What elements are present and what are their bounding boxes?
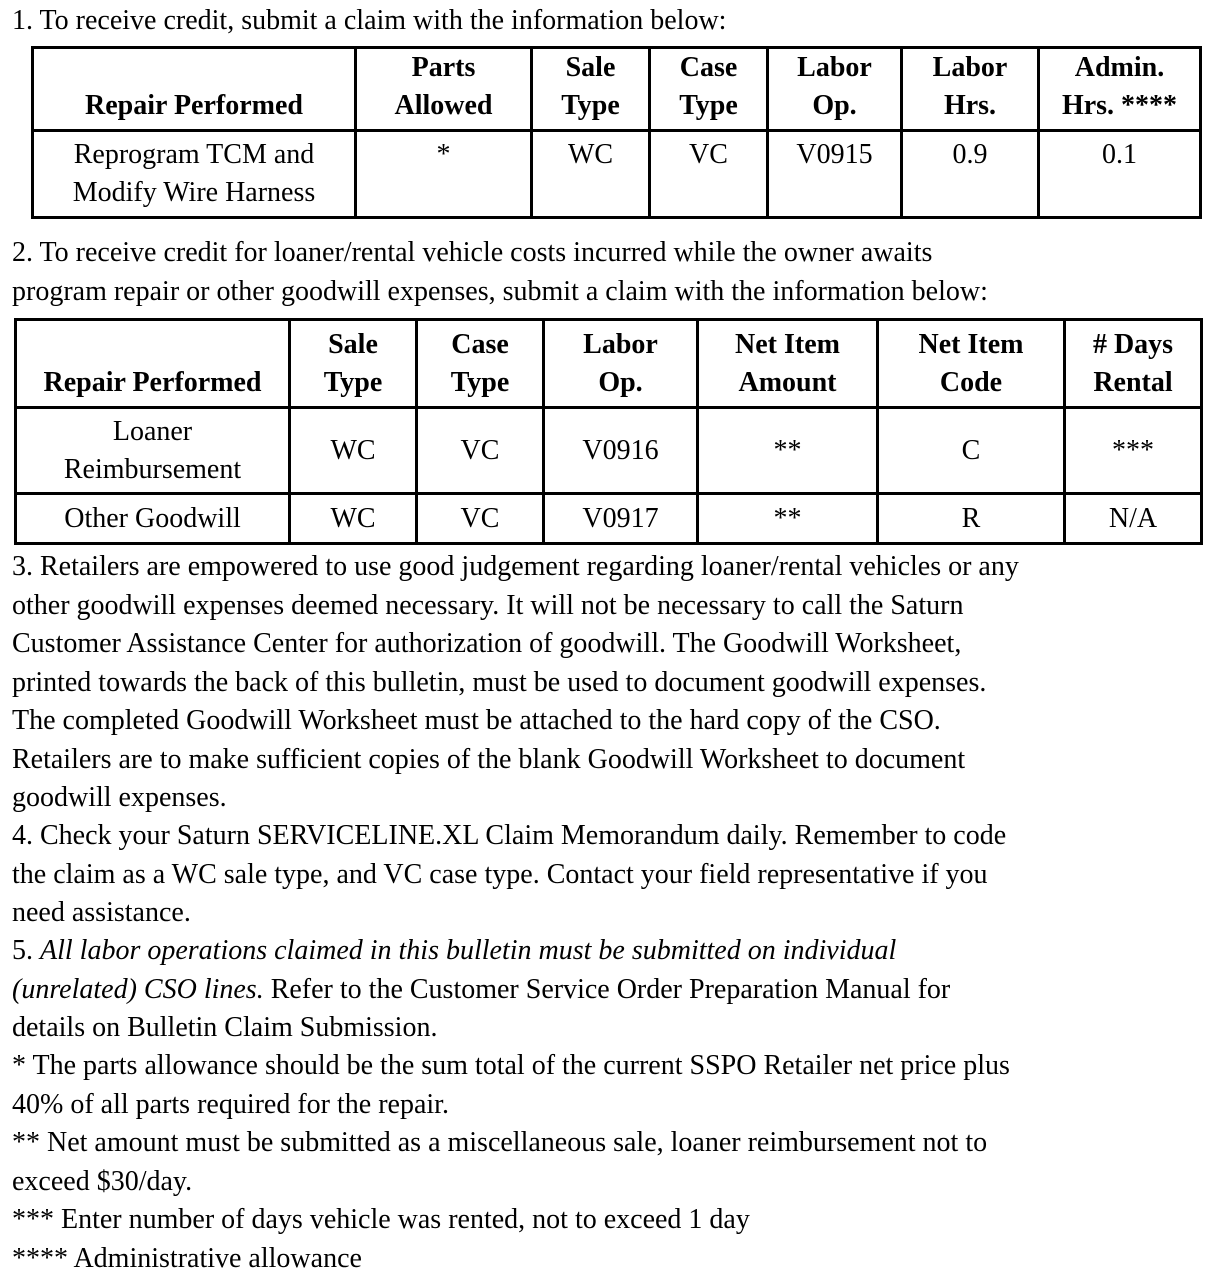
header-label: Type (323, 367, 383, 398)
cell-days-rental: N/A (1065, 494, 1202, 544)
section-3-paragraph (12, 548, 1019, 818)
header-label: Parts (411, 52, 476, 83)
header-label: Labor (583, 329, 658, 360)
header-net-item-amount (698, 320, 878, 408)
cell-sale-type: WC (290, 408, 417, 494)
cell-sale-type: WC (532, 131, 650, 218)
cell-labor-op: V0916 (544, 408, 698, 494)
header-label: Repair Performed (43, 367, 262, 398)
paragraph-line: 4. Check your Saturn SERVICELINE.XL Claim Memorandum daily. Remember to code (12, 820, 1007, 851)
header-label: Type (561, 90, 620, 121)
header-sale-type (290, 320, 417, 408)
header-label: Hrs. (943, 90, 997, 121)
claim-table-2 (14, 318, 1203, 545)
cell-net-item-amount: ** (698, 494, 878, 544)
paragraph-line: Retailers are to make sufficient copies of the blank Goodwill Worksheet to document (12, 743, 966, 775)
footnote-net-amount: exceed $30/day. (12, 1165, 193, 1197)
footnote-days-rental: *** Enter number of days vehicle was rented, not to exceed 1 day (12, 1204, 750, 1235)
table-2-header-row (16, 320, 1202, 408)
cell-days-rental: *** (1065, 408, 1202, 494)
cell-parts-allowed: * (356, 131, 532, 218)
header-label: Amount (738, 367, 837, 398)
cell-repair-performed (16, 408, 290, 494)
cell-admin-hrs: 0.1 (1039, 131, 1201, 218)
header-label: Op. (598, 367, 643, 398)
footnote-admin-allowance: **** Administrative allowance (12, 1242, 362, 1274)
emphasis-text: All labor operations claimed in this bulletin must be submitted on individual (40, 935, 897, 966)
table-1-header-row (33, 48, 1201, 131)
header-label: Rental (1093, 367, 1173, 398)
paragraph-line: details on Bulletin Claim Submission. (12, 1012, 438, 1043)
header-repair-performed (16, 320, 290, 408)
cell-net-item-amount: ** (698, 408, 878, 494)
paragraph-line: the claim as a WC sale type, and VC case type. Contact your field representative if you (12, 858, 988, 890)
paragraph-line: need assistance. (12, 897, 191, 928)
header-label: Admin. (1074, 52, 1165, 83)
header-label: Net Item (918, 329, 1024, 360)
cell-case-type: VC (417, 408, 544, 494)
header-labor-op (544, 320, 698, 408)
header-label: Case (679, 52, 738, 83)
emphasis-text: (unrelated) CSO lines. (12, 973, 264, 1005)
header-label: Labor (797, 52, 872, 83)
claim-table-1 (31, 46, 1202, 219)
cell-text: Modify Wire Harness (72, 177, 316, 208)
table-row (16, 494, 1202, 544)
cell-net-item-code: C (878, 408, 1065, 494)
header-label: Hrs. **** (1061, 90, 1178, 121)
header-net-item-code (878, 320, 1065, 408)
header-label: Net Item (735, 329, 840, 360)
header-label: Allowed (394, 90, 493, 121)
paragraph-line (12, 971, 950, 1010)
header-label: Type (450, 367, 510, 398)
header-label: Type (679, 90, 738, 121)
cell-repair-performed: Other Goodwill (16, 494, 290, 544)
section-number: 5. (12, 935, 40, 966)
header-label: Repair Performed (85, 90, 303, 121)
section-2-intro (12, 234, 988, 311)
footnotes (12, 1047, 1010, 1278)
table-row (33, 131, 1201, 218)
header-label: # Days (1092, 329, 1174, 360)
cell-labor-op: V0917 (544, 494, 698, 544)
footnote-parts-allowance: * The parts allowance should be the sum total of the current SSPO Retailer net price plus (12, 1050, 1010, 1081)
section-1-intro (12, 2, 726, 41)
header-label: Case (451, 329, 509, 360)
paragraph-line: The completed Goodwill Worksheet must be attached to the hard copy of the CSO. (12, 705, 941, 736)
cell-sale-type: WC (290, 494, 417, 544)
cell-labor-op: V0915 (768, 131, 902, 218)
header-case-type (650, 48, 768, 131)
cell-case-type: VC (417, 494, 544, 544)
header-sale-type (532, 48, 650, 131)
section-1-intro-text: 1. To receive credit, submit a claim with the information below: (12, 5, 727, 36)
cell-repair-performed (33, 131, 356, 218)
header-label: Op. (812, 90, 857, 121)
header-label: Code (939, 367, 1003, 398)
header-case-type (417, 320, 544, 408)
header-repair-performed (33, 48, 356, 131)
header-label: Sale (565, 52, 616, 83)
header-labor-op (768, 48, 902, 131)
cell-text: Loaner (112, 415, 193, 447)
paragraph-line: 3. Retailers are empowered to use good judgement regarding loaner/rental vehicles or any (12, 551, 1019, 582)
header-label: Sale (328, 329, 378, 360)
header-labor-hrs (902, 48, 1039, 131)
paragraph-line: printed towards the back of this bulletin, must be used to document goodwill expenses. (12, 666, 987, 698)
paragraph-text: Refer to the Customer Service Order Preparation Manual for (263, 973, 951, 1005)
header-admin-hrs (1039, 48, 1201, 131)
header-parts-allowed (356, 48, 532, 131)
footnote-parts-allowance: 40% of all parts required for the repair. (12, 1088, 449, 1120)
section-5-paragraph (12, 932, 950, 1048)
header-days-rental (1065, 320, 1202, 408)
paragraph-line: other goodwill expenses deemed necessary. It will not be necessary to call the Saturn (12, 589, 964, 621)
cell-labor-hrs: 0.9 (902, 131, 1039, 218)
paragraph-line: goodwill expenses. (12, 782, 227, 813)
cell-net-item-code: R (878, 494, 1065, 544)
cell-case-type: VC (650, 131, 768, 218)
footnote-net-amount: ** Net amount must be submitted as a miscellaneous sale, loaner reimbursement not to (12, 1127, 988, 1158)
paragraph-line: Customer Assistance Center for authorization of goodwill. The Goodwill Worksheet, (12, 628, 962, 659)
cell-text: Reimbursement (63, 453, 242, 485)
cell-text: Reprogram TCM and (73, 139, 315, 170)
header-label: Labor (932, 52, 1008, 83)
section-2-intro-line: program repair or other goodwill expenses, submit a claim with the information below: (12, 275, 988, 307)
section-2-intro-line: 2. To receive credit for loaner/rental vehicle costs incurred while the owner awaits (12, 237, 933, 268)
section-4-paragraph (12, 817, 1006, 933)
table-row (16, 408, 1202, 494)
paragraph-line (12, 932, 950, 971)
